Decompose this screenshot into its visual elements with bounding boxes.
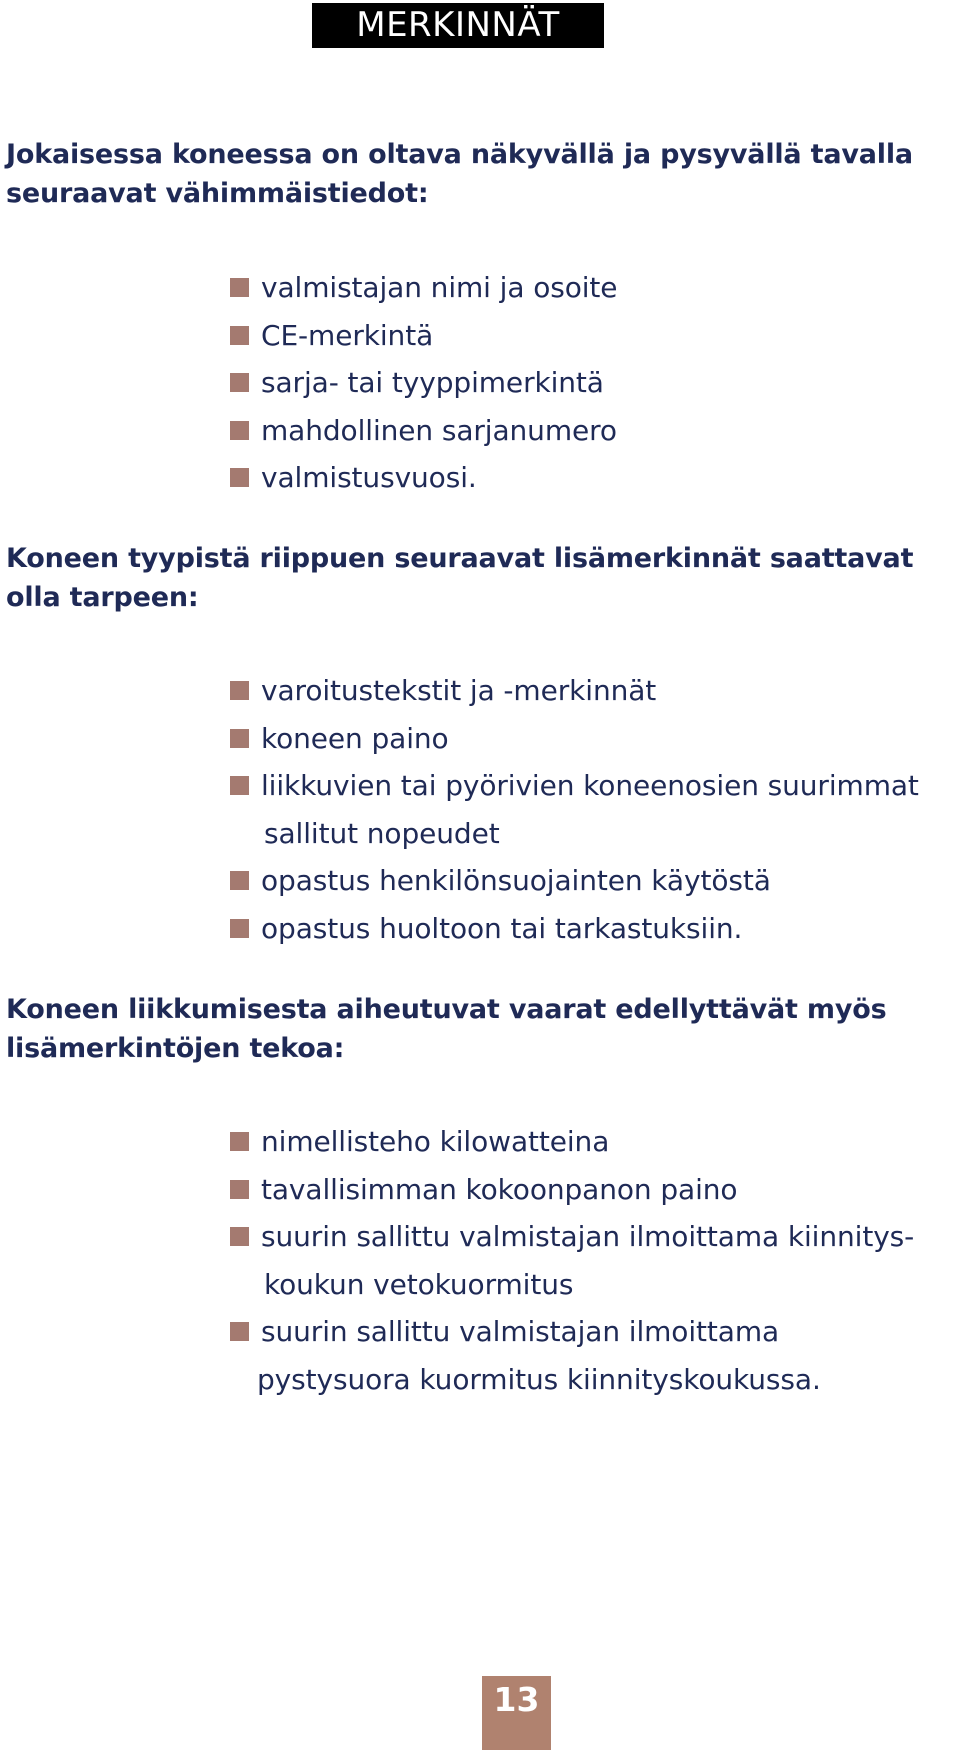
list-item-text: tavallisimman kokoonpanon paino (261, 1172, 738, 1206)
list-item (230, 1166, 914, 1214)
list-item (230, 454, 617, 502)
page-title: MERKINNÄT (312, 3, 604, 48)
list-item (230, 407, 617, 455)
square-bullet-icon (230, 681, 249, 700)
square-bullet-icon (230, 729, 249, 748)
list-item (230, 857, 919, 905)
list-item-continuation: sallitut nopeudet (264, 816, 500, 850)
page-number: 13 (482, 1676, 551, 1750)
square-bullet-icon (230, 776, 249, 795)
square-bullet-icon (230, 373, 249, 392)
list-item-text: varoitustekstit ja -merkinnät (261, 674, 657, 707)
list-item-text: valmistajan nimi ja osoite (261, 271, 618, 304)
list-item-text: suurin sallittu valmistajan ilmoittama kiinnitys- (261, 1220, 915, 1253)
list-item-text: opastus henkilönsuojainten käytöstä (261, 864, 771, 897)
square-bullet-icon (230, 1227, 249, 1246)
list-item-text: liikkuvien tai pyörivien koneenosien suurimmat (261, 769, 919, 802)
list-item (230, 1308, 914, 1403)
list-item-text: opastus huoltoon tai tarkastuksiin. (261, 911, 743, 945)
list-item (230, 762, 919, 857)
list-item (230, 264, 617, 312)
list-item (230, 715, 919, 763)
list-item-text: sarja- tai tyyppimerkintä (261, 366, 604, 399)
list-item-text: valmistusvuosi. (261, 461, 477, 494)
list-item-continuation: pystysuora kuormitus kiinnityskoukussa. (257, 1362, 821, 1396)
list-item-continuation: koukun vetokuormitus (264, 1267, 574, 1301)
list-item (230, 1118, 914, 1166)
square-bullet-icon (230, 1180, 249, 1199)
square-bullet-icon (230, 468, 249, 487)
square-bullet-icon (230, 278, 249, 297)
list-item-text: suurin sallittu valmistajan ilmoittama (261, 1315, 780, 1348)
list-item (230, 359, 617, 407)
list-item (230, 905, 919, 953)
list-item (230, 667, 919, 715)
square-bullet-icon (230, 1132, 249, 1151)
square-bullet-icon (230, 326, 249, 345)
bullet-list (230, 667, 919, 952)
section-intro: Koneen liikkumisesta aiheutuvat vaarat edellyttävät myös lisämerkintöjen tekoa: (6, 994, 887, 1064)
list-item (230, 1213, 914, 1308)
list-item-text: CE-merkintä (261, 318, 434, 352)
square-bullet-icon (230, 871, 249, 890)
list-item (230, 312, 617, 360)
section-intro: Jokaisessa koneessa on oltava näkyvällä ja pysyvällä tavalla seuraavat vähimmäistiedot: (6, 139, 913, 209)
list-item-text: koneen paino (261, 721, 449, 755)
section-intro: Koneen tyypistä riippuen seuraavat lisämerkinnät saattavat olla tarpeen: (6, 543, 914, 613)
list-item-text: nimellisteho kilowatteina (261, 1125, 610, 1158)
square-bullet-icon (230, 421, 249, 440)
square-bullet-icon (230, 1322, 249, 1341)
square-bullet-icon (230, 919, 249, 938)
bullet-list (230, 1118, 914, 1403)
list-item-text: mahdollinen sarjanumero (261, 413, 617, 447)
bullet-list (230, 264, 617, 502)
